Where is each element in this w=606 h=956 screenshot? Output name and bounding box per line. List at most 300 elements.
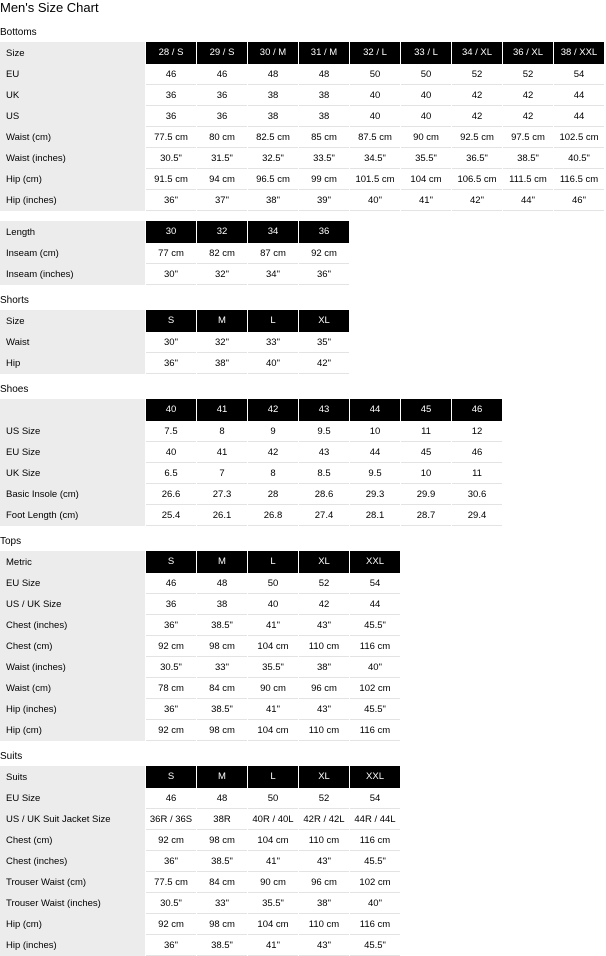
- suits-table: [0, 766, 401, 956]
- row-label: Trouser Waist (cm): [0, 872, 145, 893]
- table-cell: 44": [503, 190, 553, 211]
- table-cell: 25.4: [146, 505, 196, 526]
- table-row: [0, 636, 400, 657]
- table-cell: 78 cm: [146, 678, 196, 699]
- bottoms-table-2: [0, 221, 350, 285]
- table-cell: 45.5": [350, 935, 400, 956]
- column-header: XL: [299, 310, 349, 332]
- column-header: 44: [350, 399, 400, 421]
- row-label: UK: [0, 85, 145, 106]
- table-cell: 35.5": [248, 657, 298, 678]
- table-cell: 40: [350, 85, 400, 106]
- column-header: 43: [299, 399, 349, 421]
- row-label: US Size: [0, 421, 145, 442]
- table-cell: 8: [248, 463, 298, 484]
- table-cell: 28.6: [299, 484, 349, 505]
- table-cell: 32": [197, 332, 247, 353]
- table-cell: 90 cm: [248, 678, 298, 699]
- table-cell: 38: [248, 106, 298, 127]
- column-header: 36: [299, 221, 349, 243]
- table-cell: 35": [299, 332, 349, 353]
- section-title-shorts: Shorts: [0, 295, 29, 306]
- table-row: [0, 127, 604, 148]
- table-row: [0, 872, 400, 893]
- row-label: Chest (cm): [0, 830, 145, 851]
- row-label: Waist (cm): [0, 678, 145, 699]
- table-row: [0, 264, 349, 285]
- table-cell: 41": [248, 935, 298, 956]
- table-row: [0, 914, 400, 935]
- table-cell: 38.5": [503, 148, 553, 169]
- table-cell: 104 cm: [248, 720, 298, 741]
- table-cell: 50: [248, 788, 298, 809]
- table-cell: 29.9: [401, 484, 451, 505]
- table-cell: 27.4: [299, 505, 349, 526]
- table-cell: 42: [248, 442, 298, 463]
- table-row: [0, 573, 400, 594]
- table-cell: 41": [248, 851, 298, 872]
- table-row: [0, 169, 604, 190]
- table-cell: 36": [146, 353, 196, 374]
- row-label: Chest (inches): [0, 851, 145, 872]
- table-cell: 46": [554, 190, 604, 211]
- table-cell: 38.5": [197, 851, 247, 872]
- column-header: M: [197, 310, 247, 332]
- row-label: US: [0, 106, 145, 127]
- row-label: Size: [0, 310, 145, 332]
- header-row: [0, 399, 502, 421]
- table-cell: 52: [299, 788, 349, 809]
- table-cell: 38: [197, 594, 247, 615]
- table-row: [0, 720, 400, 741]
- page-title: Men's Size Chart: [0, 0, 99, 15]
- column-header: S: [146, 551, 196, 573]
- row-label: Size: [0, 42, 145, 64]
- table-row: [0, 353, 349, 374]
- table-cell: 9.5: [350, 463, 400, 484]
- table-row: [0, 505, 502, 526]
- table-row: [0, 830, 400, 851]
- table-cell: 30.5": [146, 148, 196, 169]
- header-row: [0, 221, 349, 243]
- table-cell: 77 cm: [146, 243, 196, 264]
- row-label: Inseam (inches): [0, 264, 145, 285]
- table-cell: 40R / 40L: [248, 809, 298, 830]
- column-header: 36 / XL: [503, 42, 553, 64]
- row-label: Trouser Waist (inches): [0, 893, 145, 914]
- table-row: [0, 190, 604, 211]
- table-cell: 30.5": [146, 657, 196, 678]
- table-cell: 38R: [197, 809, 247, 830]
- table-cell: 116 cm: [350, 830, 400, 851]
- table-cell: 36": [146, 190, 196, 211]
- column-header: 34 / XL: [452, 42, 502, 64]
- section-title-tops: Tops: [0, 536, 22, 547]
- column-header: 41: [197, 399, 247, 421]
- table-cell: 92 cm: [299, 243, 349, 264]
- table-cell: 48: [197, 788, 247, 809]
- table-cell: 116 cm: [350, 636, 400, 657]
- table-cell: 30.6: [452, 484, 502, 505]
- table-cell: 36: [146, 594, 196, 615]
- table-cell: 35.5": [248, 893, 298, 914]
- section-title-suits: Suits: [0, 751, 23, 762]
- column-header: S: [146, 766, 196, 788]
- row-label: Length: [0, 221, 145, 243]
- column-header: XXL: [350, 766, 400, 788]
- row-label: Hip (cm): [0, 914, 145, 935]
- table-cell: 38.5": [197, 615, 247, 636]
- table-cell: 29.3: [350, 484, 400, 505]
- table-row: [0, 657, 400, 678]
- table-cell: 46: [146, 573, 196, 594]
- row-label: Inseam (cm): [0, 243, 145, 264]
- table-cell: 46: [146, 788, 196, 809]
- table-cell: 104 cm: [248, 830, 298, 851]
- column-header: 32: [197, 221, 247, 243]
- table-cell: 98 cm: [197, 720, 247, 741]
- table-cell: 40": [350, 893, 400, 914]
- table-cell: 6.5: [146, 463, 196, 484]
- table-cell: 40: [248, 594, 298, 615]
- table-row: [0, 615, 400, 636]
- table-cell: 82 cm: [197, 243, 247, 264]
- table-cell: 54: [350, 788, 400, 809]
- table-cell: 77.5 cm: [146, 127, 196, 148]
- section-title-shoes: Shoes: [0, 384, 29, 395]
- column-header: 45: [401, 399, 451, 421]
- table-row: [0, 935, 400, 956]
- column-header: L: [248, 766, 298, 788]
- table-cell: 35.5": [401, 148, 451, 169]
- table-cell: 48: [248, 64, 298, 85]
- table-cell: 36: [197, 106, 247, 127]
- table-cell: 44: [554, 85, 604, 106]
- table-cell: 110 cm: [299, 830, 349, 851]
- row-label: Waist (cm): [0, 127, 145, 148]
- table-cell: 38": [197, 353, 247, 374]
- column-header: L: [248, 310, 298, 332]
- table-cell: 91.5 cm: [146, 169, 196, 190]
- column-header: 30 / M: [248, 42, 298, 64]
- row-label: Hip (cm): [0, 169, 145, 190]
- row-label: Hip: [0, 353, 145, 374]
- table-cell: 40": [350, 190, 400, 211]
- row-label: EU Size: [0, 442, 145, 463]
- table-cell: 42: [299, 594, 349, 615]
- table-cell: 85 cm: [299, 127, 349, 148]
- row-label: Basic Insole (cm): [0, 484, 145, 505]
- row-label: US / UK Size: [0, 594, 145, 615]
- row-label: Waist (inches): [0, 657, 145, 678]
- table-cell: 40: [401, 106, 451, 127]
- table-cell: 40: [401, 85, 451, 106]
- table-cell: 52: [452, 64, 502, 85]
- column-header: XL: [299, 551, 349, 573]
- column-header: XL: [299, 766, 349, 788]
- column-header: 46: [452, 399, 502, 421]
- table-cell: 104 cm: [248, 636, 298, 657]
- table-cell: 42R / 42L: [299, 809, 349, 830]
- table-cell: 42": [299, 353, 349, 374]
- table-cell: 45.5": [350, 699, 400, 720]
- table-cell: 40: [146, 442, 196, 463]
- table-cell: 101.5 cm: [350, 169, 400, 190]
- table-cell: 46: [452, 442, 502, 463]
- table-cell: 98 cm: [197, 636, 247, 657]
- table-cell: 36": [146, 615, 196, 636]
- table-row: [0, 788, 400, 809]
- table-cell: 42: [452, 106, 502, 127]
- table-cell: 116.5 cm: [554, 169, 604, 190]
- table-cell: 33": [197, 657, 247, 678]
- row-label: EU: [0, 64, 145, 85]
- table-cell: 92 cm: [146, 720, 196, 741]
- table-cell: 99 cm: [299, 169, 349, 190]
- table-cell: 28: [248, 484, 298, 505]
- column-header: 31 / M: [299, 42, 349, 64]
- row-label: Suits: [0, 766, 145, 788]
- table-cell: 41": [401, 190, 451, 211]
- column-header: 42: [248, 399, 298, 421]
- table-cell: 46: [146, 64, 196, 85]
- table-cell: 11: [452, 463, 502, 484]
- shoes-table: [0, 399, 503, 526]
- table-cell: 110 cm: [299, 636, 349, 657]
- table-cell: 92 cm: [146, 914, 196, 935]
- table-cell: 116 cm: [350, 914, 400, 935]
- table-cell: 102 cm: [350, 872, 400, 893]
- table-cell: 38.5": [197, 699, 247, 720]
- tops-table: [0, 551, 401, 741]
- table-row: [0, 332, 349, 353]
- table-cell: 29.4: [452, 505, 502, 526]
- column-header: M: [197, 766, 247, 788]
- table-cell: 33.5": [299, 148, 349, 169]
- table-cell: 7: [197, 463, 247, 484]
- header-row: [0, 310, 349, 332]
- table-cell: 92 cm: [146, 636, 196, 657]
- table-row: [0, 421, 502, 442]
- column-header: S: [146, 310, 196, 332]
- column-header: 29 / S: [197, 42, 247, 64]
- table-row: [0, 85, 604, 106]
- column-header: 30: [146, 221, 196, 243]
- table-cell: 40.5": [554, 148, 604, 169]
- table-cell: 92.5 cm: [452, 127, 502, 148]
- table-cell: 82.5 cm: [248, 127, 298, 148]
- table-cell: 38: [299, 85, 349, 106]
- table-cell: 34.5": [350, 148, 400, 169]
- header-row: [0, 42, 604, 64]
- table-cell: 46: [197, 64, 247, 85]
- table-cell: 44: [350, 594, 400, 615]
- row-label: Metric: [0, 551, 145, 573]
- table-cell: 48: [299, 64, 349, 85]
- table-cell: 87 cm: [248, 243, 298, 264]
- row-label: Hip (inches): [0, 190, 145, 211]
- table-cell: 36": [146, 851, 196, 872]
- table-cell: 45.5": [350, 615, 400, 636]
- table-cell: 37": [197, 190, 247, 211]
- table-cell: 30": [146, 264, 196, 285]
- table-cell: 27.3: [197, 484, 247, 505]
- table-cell: 31.5": [197, 148, 247, 169]
- table-cell: 50: [248, 573, 298, 594]
- table-cell: 38": [248, 190, 298, 211]
- table-cell: 28.1: [350, 505, 400, 526]
- table-cell: 50: [350, 64, 400, 85]
- table-cell: 34": [248, 264, 298, 285]
- bottoms-table: [0, 42, 605, 211]
- shorts-table: [0, 310, 350, 374]
- table-cell: 36: [197, 85, 247, 106]
- table-row: [0, 442, 502, 463]
- table-cell: 30.5": [146, 893, 196, 914]
- table-cell: 9: [248, 421, 298, 442]
- table-cell: 38": [299, 893, 349, 914]
- table-cell: 8.5: [299, 463, 349, 484]
- row-label: Hip (inches): [0, 935, 145, 956]
- section-title-bottoms: Bottoms: [0, 27, 37, 38]
- row-label: [0, 399, 145, 421]
- header-row: [0, 766, 400, 788]
- table-cell: 32": [197, 264, 247, 285]
- table-cell: 42: [503, 106, 553, 127]
- row-label: Waist: [0, 332, 145, 353]
- table-cell: 30": [146, 332, 196, 353]
- table-cell: 52: [503, 64, 553, 85]
- table-cell: 36.5": [452, 148, 502, 169]
- column-header: 33 / L: [401, 42, 451, 64]
- table-cell: 90 cm: [248, 872, 298, 893]
- table-cell: 44R / 44L: [350, 809, 400, 830]
- table-cell: 110 cm: [299, 720, 349, 741]
- header-row: [0, 551, 400, 573]
- table-cell: 48: [197, 573, 247, 594]
- table-cell: 43": [299, 615, 349, 636]
- table-cell: 41": [248, 699, 298, 720]
- table-cell: 32.5": [248, 148, 298, 169]
- table-cell: 98 cm: [197, 830, 247, 851]
- table-cell: 36: [146, 85, 196, 106]
- table-cell: 111.5 cm: [503, 169, 553, 190]
- table-cell: 10: [401, 463, 451, 484]
- table-cell: 40: [350, 106, 400, 127]
- table-cell: 41": [248, 615, 298, 636]
- table-cell: 43: [299, 442, 349, 463]
- table-row: [0, 594, 400, 615]
- table-cell: 40": [248, 353, 298, 374]
- table-cell: 43": [299, 935, 349, 956]
- table-cell: 7.5: [146, 421, 196, 442]
- table-cell: 28.7: [401, 505, 451, 526]
- row-label: Hip (inches): [0, 699, 145, 720]
- table-cell: 54: [350, 573, 400, 594]
- row-label: US / UK Suit Jacket Size: [0, 809, 145, 830]
- table-cell: 38: [299, 106, 349, 127]
- column-header: 28 / S: [146, 42, 196, 64]
- table-cell: 84 cm: [197, 678, 247, 699]
- table-cell: 38.5": [197, 935, 247, 956]
- table-cell: 54: [554, 64, 604, 85]
- table-cell: 98 cm: [197, 914, 247, 935]
- table-cell: 12: [452, 421, 502, 442]
- table-row: [0, 106, 604, 127]
- table-row: [0, 148, 604, 169]
- table-cell: 45.5": [350, 851, 400, 872]
- table-cell: 102.5 cm: [554, 127, 604, 148]
- table-row: [0, 463, 502, 484]
- table-cell: 26.6: [146, 484, 196, 505]
- table-cell: 106.5 cm: [452, 169, 502, 190]
- table-cell: 36: [146, 106, 196, 127]
- table-cell: 45: [401, 442, 451, 463]
- table-cell: 84 cm: [197, 872, 247, 893]
- table-cell: 42": [452, 190, 502, 211]
- table-cell: 26.1: [197, 505, 247, 526]
- column-header: 32 / L: [350, 42, 400, 64]
- row-label: EU Size: [0, 788, 145, 809]
- table-cell: 8: [197, 421, 247, 442]
- table-cell: 41: [197, 442, 247, 463]
- table-cell: 110 cm: [299, 914, 349, 935]
- table-cell: 10: [350, 421, 400, 442]
- table-cell: 36": [299, 264, 349, 285]
- table-row: [0, 64, 604, 85]
- table-cell: 102 cm: [350, 678, 400, 699]
- table-cell: 42: [452, 85, 502, 106]
- table-cell: 26.8: [248, 505, 298, 526]
- table-cell: 94 cm: [197, 169, 247, 190]
- row-label: Chest (cm): [0, 636, 145, 657]
- table-cell: 38": [299, 657, 349, 678]
- table-cell: 87.5 cm: [350, 127, 400, 148]
- row-label: Hip (cm): [0, 720, 145, 741]
- table-cell: 104 cm: [248, 914, 298, 935]
- column-header: 40: [146, 399, 196, 421]
- table-cell: 9.5: [299, 421, 349, 442]
- column-header: M: [197, 551, 247, 573]
- table-cell: 96 cm: [299, 678, 349, 699]
- column-header: 34: [248, 221, 298, 243]
- table-row: [0, 893, 400, 914]
- table-cell: 39": [299, 190, 349, 211]
- row-label: Chest (inches): [0, 615, 145, 636]
- column-header: 38 / XXL: [554, 42, 604, 64]
- table-row: [0, 484, 502, 505]
- table-cell: 44: [350, 442, 400, 463]
- row-label: UK Size: [0, 463, 145, 484]
- table-cell: 36": [146, 935, 196, 956]
- table-cell: 36": [146, 699, 196, 720]
- table-cell: 116 cm: [350, 720, 400, 741]
- table-row: [0, 243, 349, 264]
- table-cell: 97.5 cm: [503, 127, 553, 148]
- table-cell: 38: [248, 85, 298, 106]
- column-header: L: [248, 551, 298, 573]
- table-cell: 80 cm: [197, 127, 247, 148]
- table-cell: 11: [401, 421, 451, 442]
- column-header: XXL: [350, 551, 400, 573]
- table-cell: 42: [503, 85, 553, 106]
- table-cell: 40": [350, 657, 400, 678]
- table-cell: 43": [299, 699, 349, 720]
- row-label: EU Size: [0, 573, 145, 594]
- table-row: [0, 851, 400, 872]
- table-cell: 96.5 cm: [248, 169, 298, 190]
- table-cell: 43": [299, 851, 349, 872]
